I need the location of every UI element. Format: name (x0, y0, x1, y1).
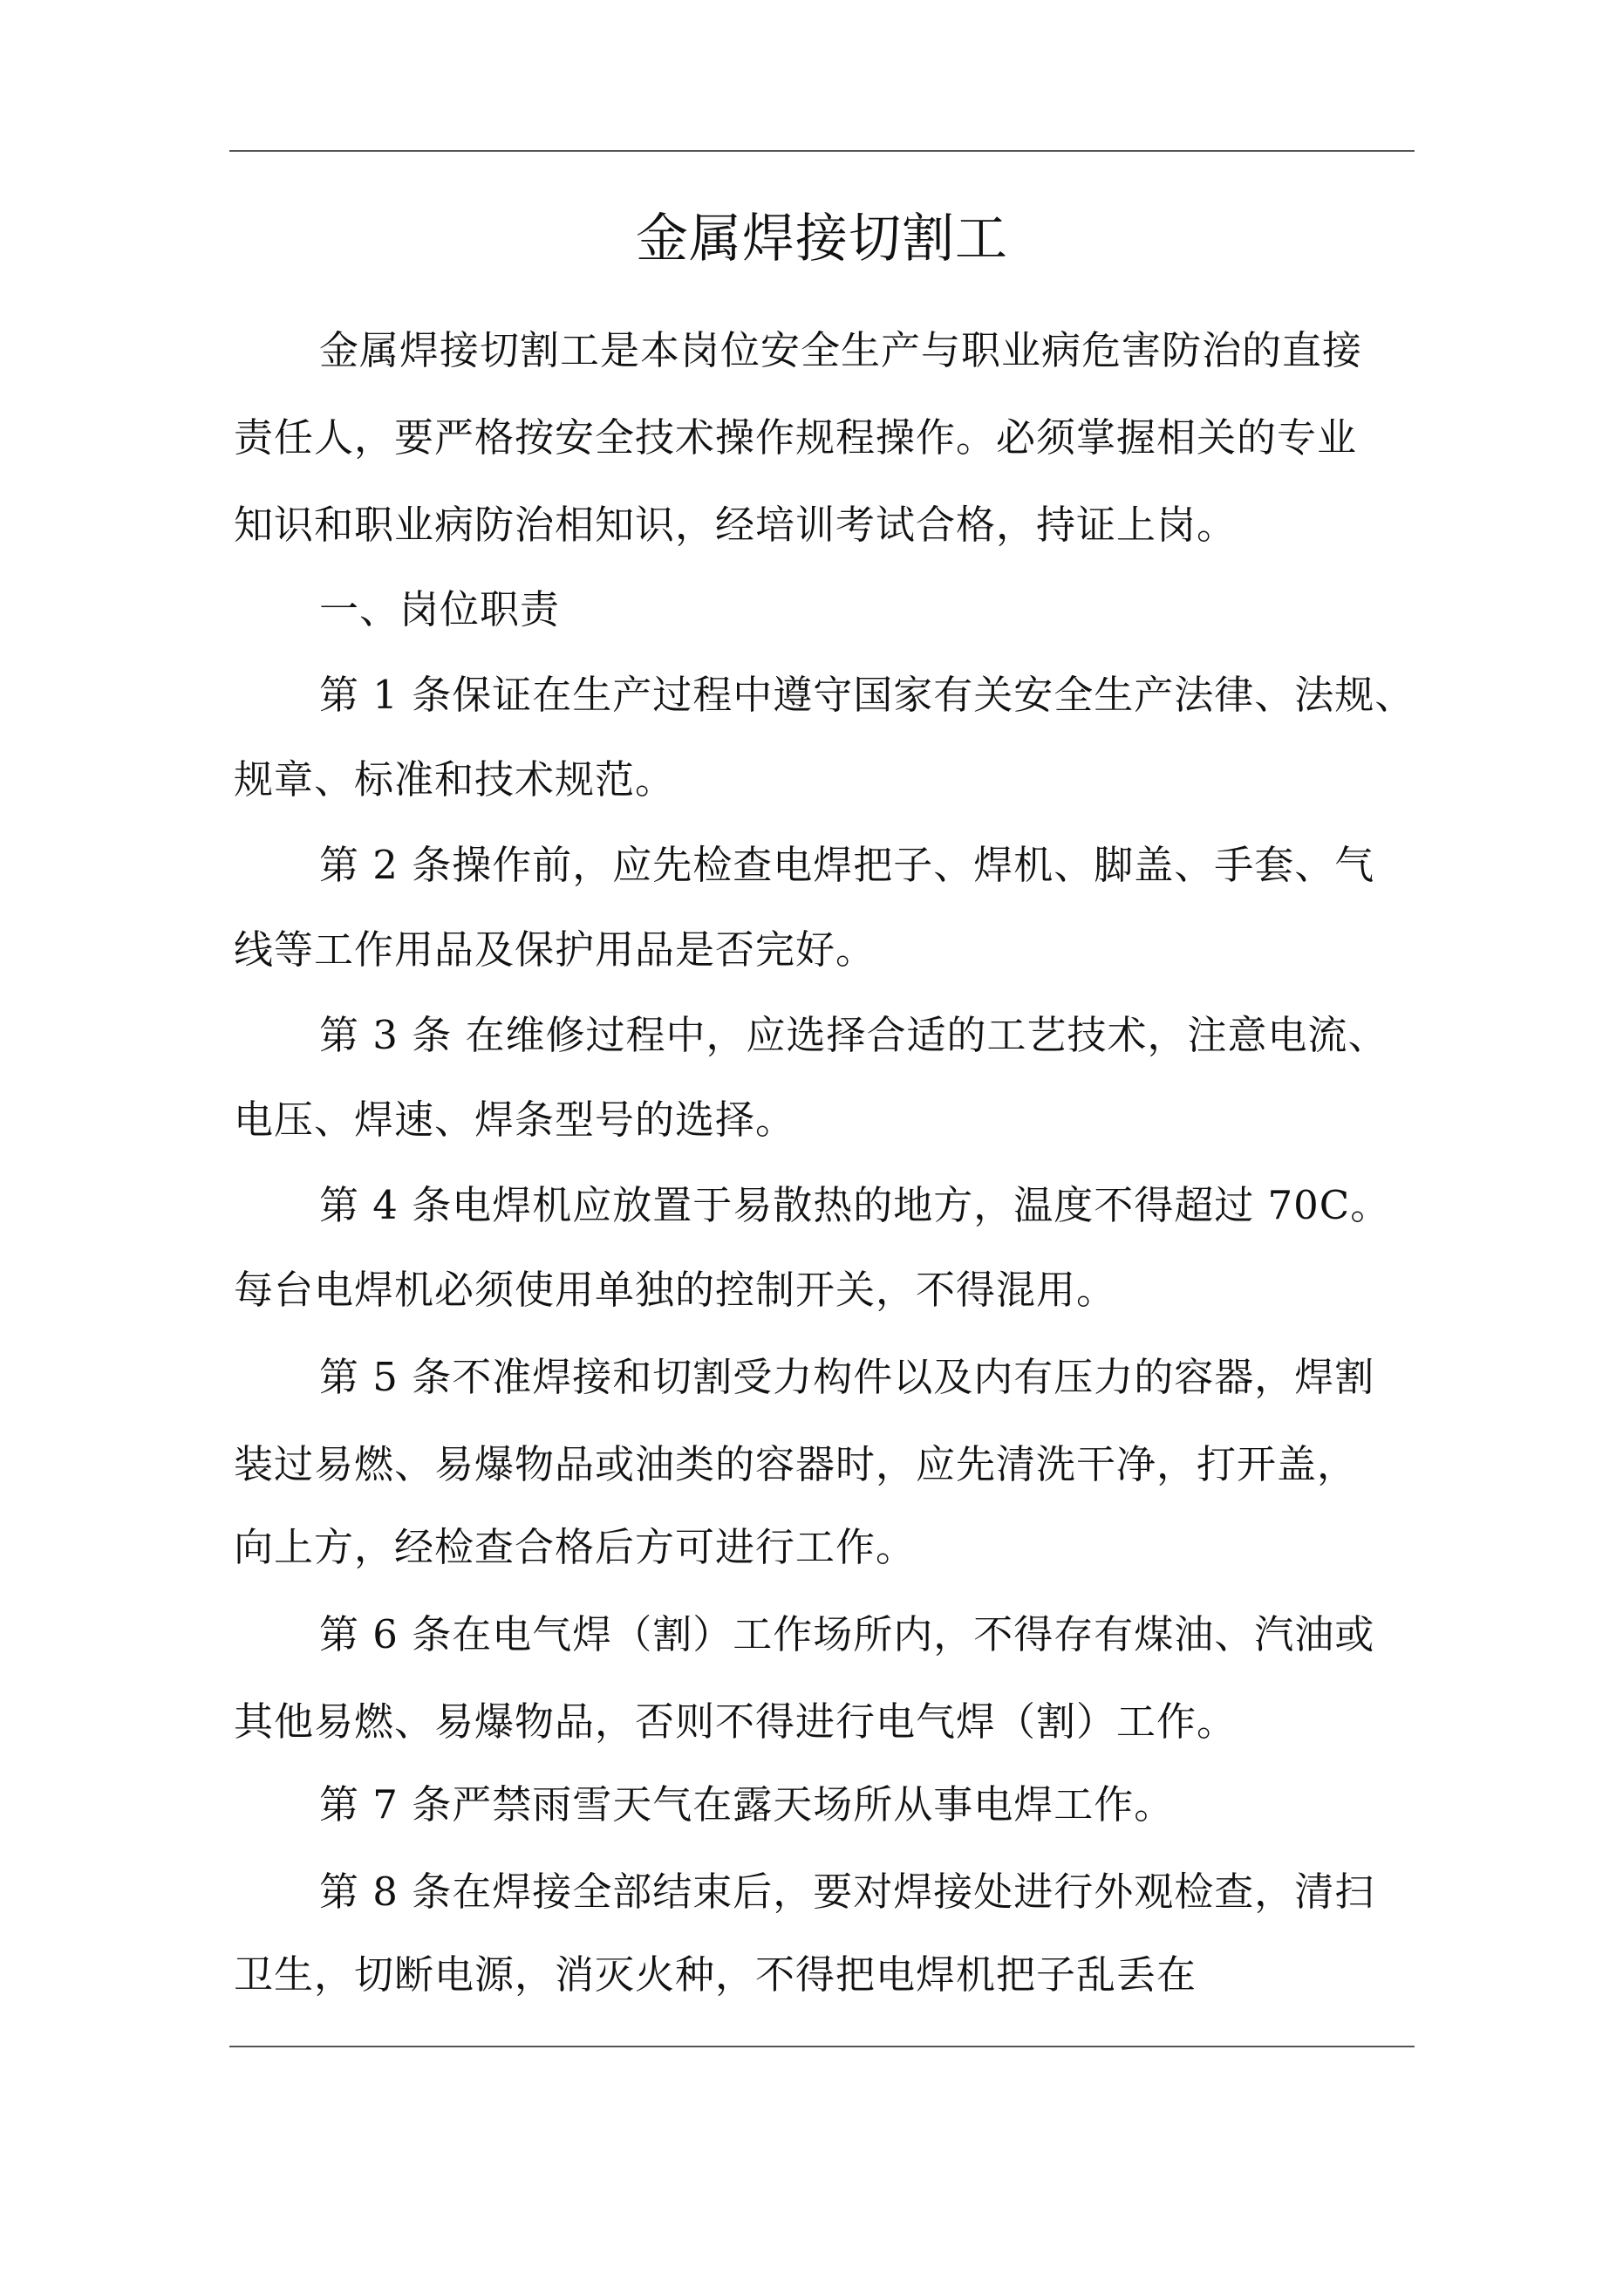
text-line: 第 6 条在电气焊（割）工作场所内，不得存有煤油、汽油或 (319, 1611, 1375, 1657)
text-line: 装过易燃、易爆物品或油类的容器时，应先清洗干净，打开盖， (234, 1441, 1358, 1487)
text-line: 其他易燃、易爆物品，否则不得进行电气焊（割）工作。 (234, 1698, 1238, 1745)
text-line: 线等工作用品及保护用品是否完好。 (234, 926, 876, 973)
text-line: 第 2 条操作前，应先检查电焊把子、焊机、脚盖、手套、气 (319, 842, 1375, 888)
text-line: 责任人，要严格按安全技术操作规程操作。必须掌握相关的专业 (234, 414, 1358, 461)
text-line: 向上方，经检查合格后方可进行工作。 (234, 1524, 917, 1570)
header-rule (229, 150, 1415, 152)
text-line: 第 5 条不准焊接和切割受力构件以及内有压力的容器，焊割 (319, 1354, 1375, 1400)
text-line: 每台电焊机必须使用单独的控制开关，不得混用。 (234, 1267, 1117, 1313)
section-heading: 一、岗位职责 (319, 586, 561, 632)
text-line: 知识和职业病防治相知识，经培训考试合格，持证上岗。 (234, 502, 1238, 548)
text-line: 第 3 条 在维修过程中，应选择合适的工艺技术，注意电流、 (319, 1012, 1388, 1058)
text-line: 第 4 条电焊机应放置于易散热的地方，温度不得超过 70C。 (319, 1182, 1391, 1228)
text-line: 电压、焊速、焊条型号的选择。 (234, 1097, 796, 1143)
text-line: 卫生，切断电源，消灭火种，不得把电焊机把子乱丢在 (234, 1951, 1197, 1998)
footer-rule (229, 2046, 1415, 2047)
text-line: 规章、标准和技术规范。 (234, 756, 676, 803)
text-line: 第 8 条在焊接全部结束后，要对焊接处进行外观检查，清扫 (319, 1869, 1375, 1915)
text-line: 金属焊接切割工是本岗位安全生产与职业病危害防治的直接 (319, 327, 1363, 373)
text-line: 第 1 条保证在生产过程中遵守国家有关安全生产法律、法规、 (319, 672, 1415, 718)
document-title: 金属焊接切割工 (636, 208, 1008, 270)
text-line: 第 7 条严禁雨雪天气在露天场所从事电焊工作。 (319, 1781, 1175, 1828)
